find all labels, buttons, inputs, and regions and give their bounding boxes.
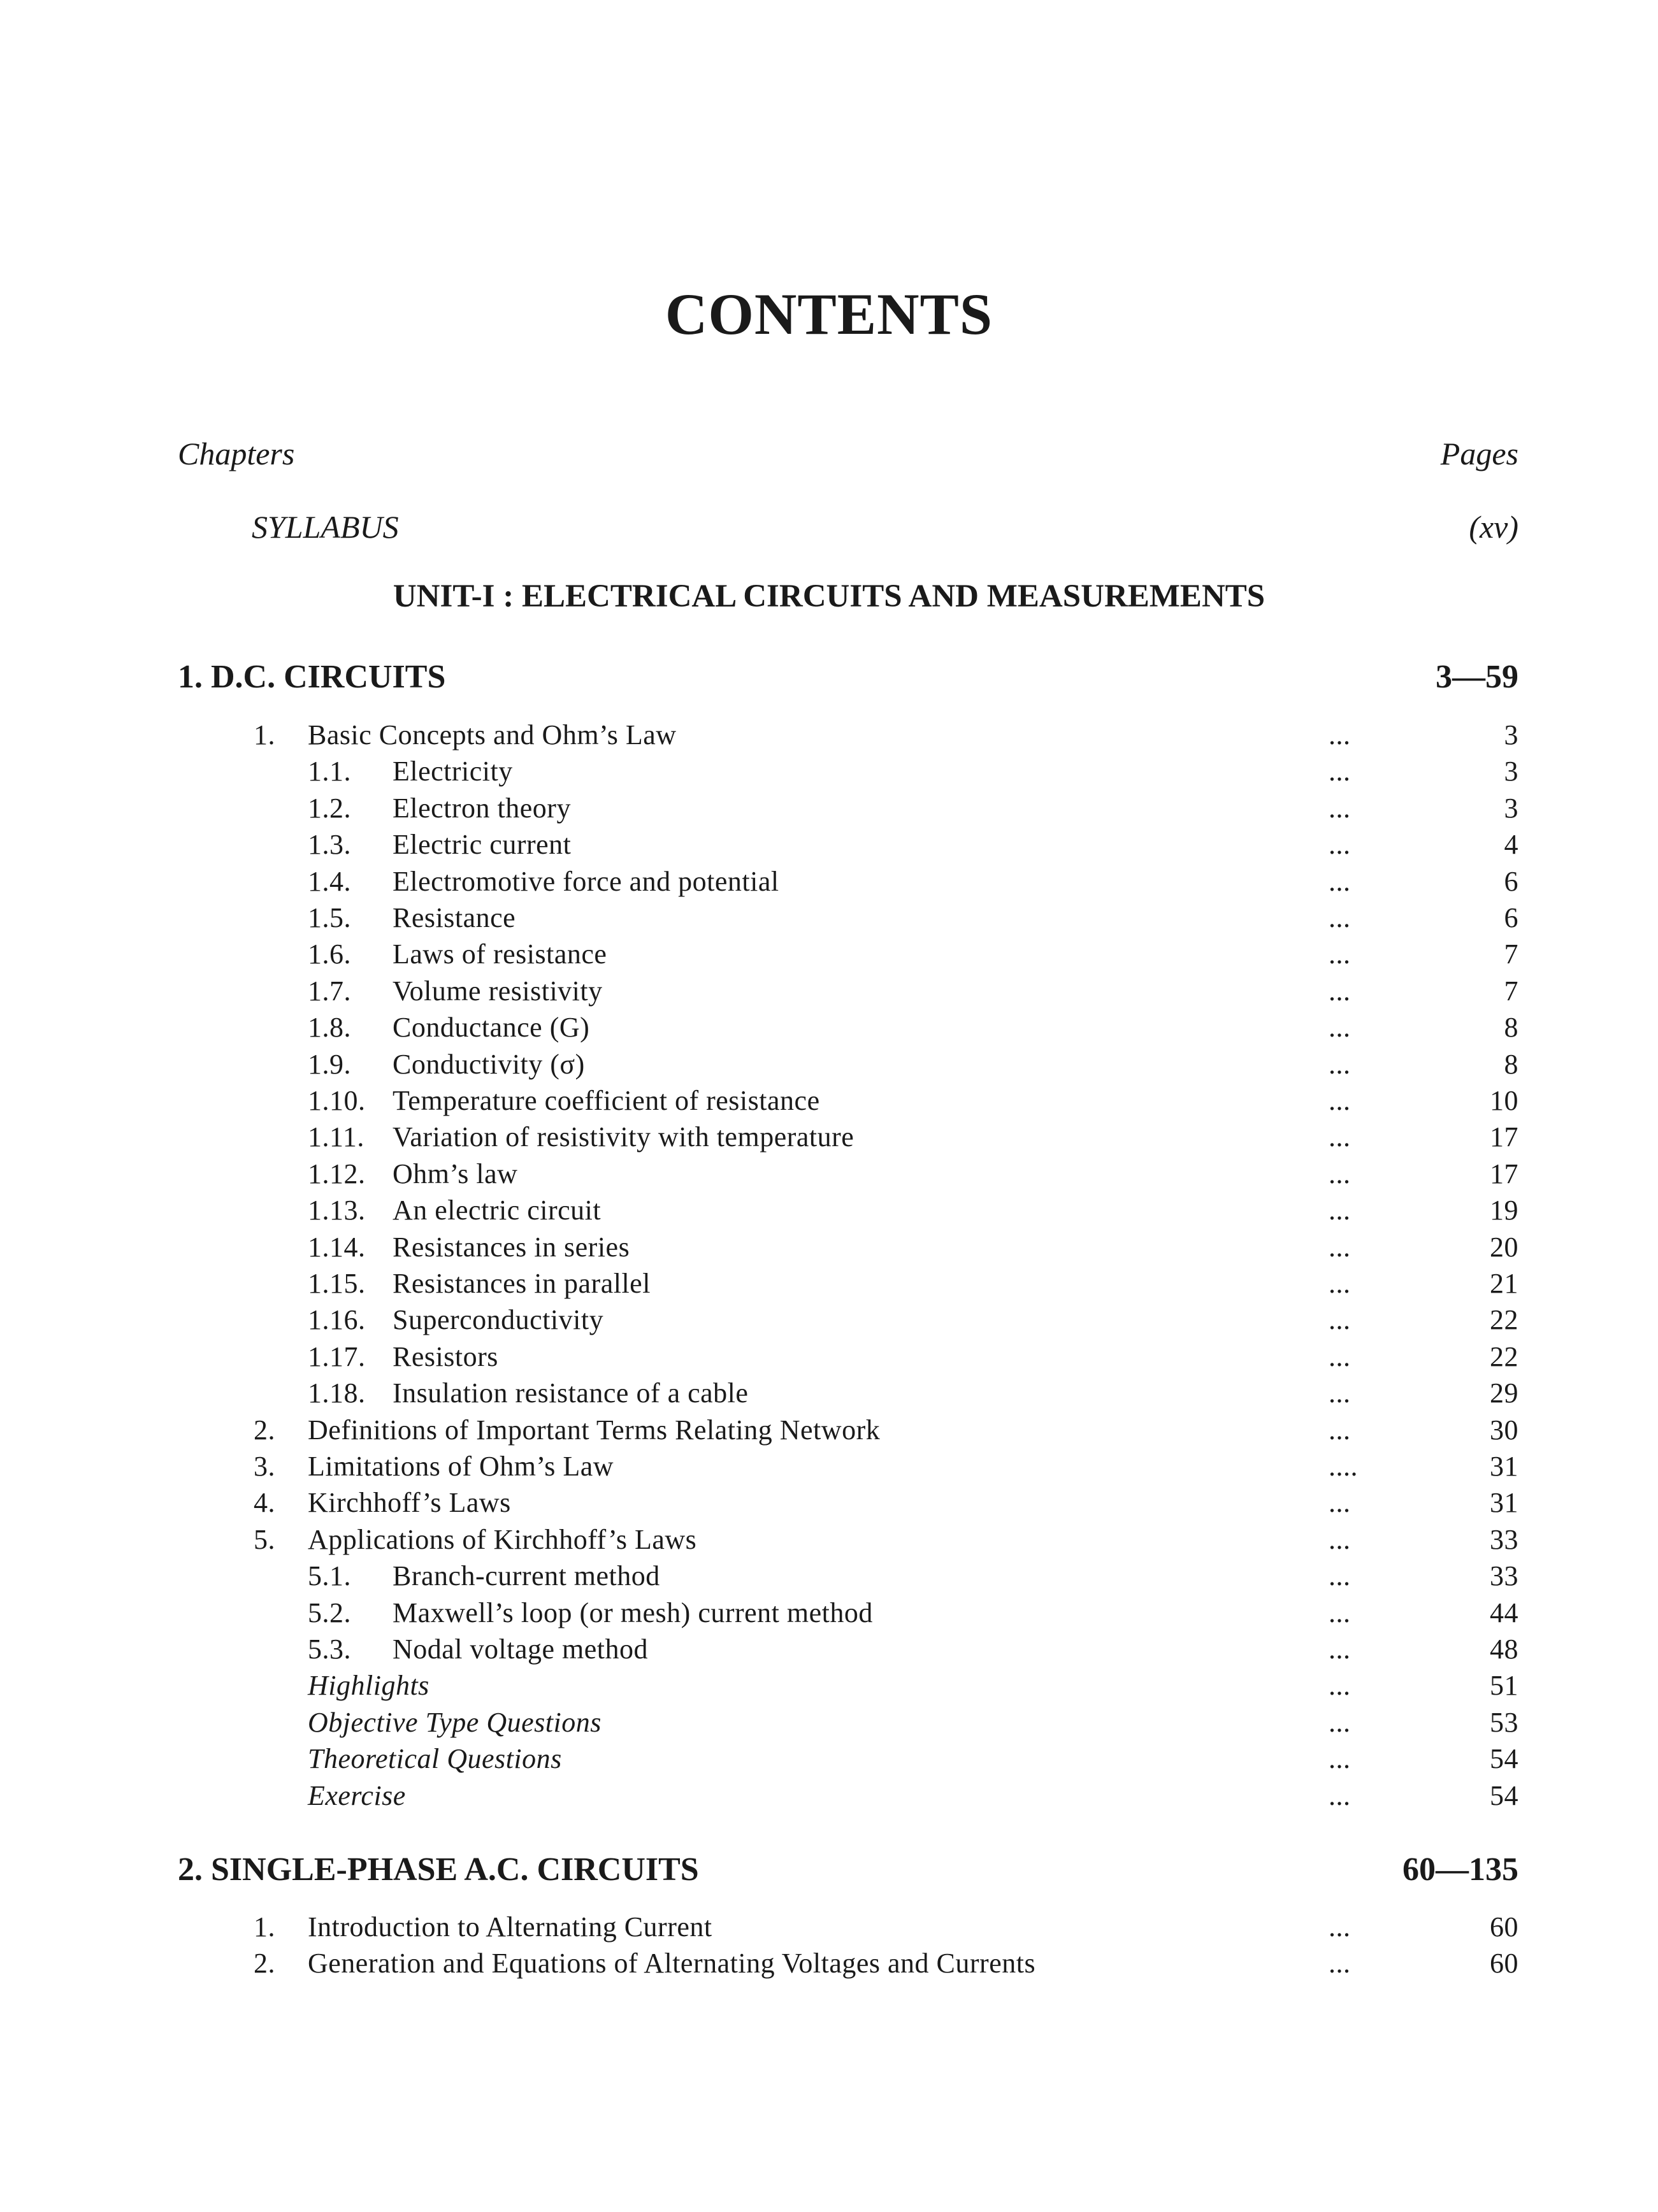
chapters-column-label: Chapters xyxy=(178,436,295,471)
entry-leader-dots: ... xyxy=(1329,1231,1351,1263)
entry-page: 31 xyxy=(1490,1451,1518,1482)
entry-leader-dots: ... xyxy=(1329,1911,1351,1943)
entry-page: 3 xyxy=(1504,756,1518,787)
entry-title: Highlights xyxy=(308,1670,429,1702)
entry-page: 60 xyxy=(1490,1911,1518,1943)
entry-page: 6 xyxy=(1504,902,1518,933)
entry-title: Basic Concepts and Ohm’s Law xyxy=(308,719,677,750)
page-title: CONTENTS xyxy=(665,282,993,347)
entry-page: 4 xyxy=(1504,829,1518,861)
toc-entry xyxy=(0,1302,1658,1338)
entry-title: Resistances in series xyxy=(393,1231,630,1263)
entry-leader-dots: ... xyxy=(1329,865,1351,897)
entry-leader-dots: ... xyxy=(1329,1560,1351,1592)
toc-entry xyxy=(0,1192,1658,1228)
entry-number: 1.1. xyxy=(308,756,351,787)
entry-number: 1.16. xyxy=(308,1304,366,1336)
entry-page: 7 xyxy=(1504,938,1518,970)
entry-number: 1. xyxy=(254,719,275,750)
entry-page: 3 xyxy=(1504,719,1518,750)
entry-number: 1.12. xyxy=(308,1158,366,1189)
entry-leader-dots: ... xyxy=(1329,1779,1351,1811)
entry-page: 29 xyxy=(1490,1377,1518,1409)
entry-title: Resistances in parallel xyxy=(393,1268,651,1299)
toc-entry xyxy=(0,1558,1658,1594)
entry-leader-dots: ... xyxy=(1329,938,1351,970)
entry-page: 17 xyxy=(1490,1158,1518,1189)
entry-title: Limitations of Ohm’s Law xyxy=(308,1451,614,1482)
toc-entry xyxy=(0,1595,1658,1631)
entry-leader-dots: ... xyxy=(1329,1158,1351,1189)
toc-entry xyxy=(0,826,1658,863)
entry-page: 30 xyxy=(1490,1414,1518,1446)
entry-number: 1.6. xyxy=(308,938,351,970)
entry-page: 8 xyxy=(1504,1012,1518,1044)
toc-entry xyxy=(0,1909,1658,1945)
entry-title: Laws of resistance xyxy=(393,938,607,970)
entry-leader-dots: ... xyxy=(1329,756,1351,787)
entry-title: Electricity xyxy=(393,756,513,787)
entry-number: 1.14. xyxy=(308,1231,366,1263)
entry-page: 21 xyxy=(1490,1268,1518,1299)
toc-entry xyxy=(0,1009,1658,1045)
entry-page: 8 xyxy=(1504,1048,1518,1080)
entry-title: Temperature coefficient of resistance xyxy=(393,1085,820,1116)
entry-title: Electron theory xyxy=(393,792,571,824)
toc-entry xyxy=(0,1704,1658,1741)
entry-page: 22 xyxy=(1490,1340,1518,1372)
entry-page: 7 xyxy=(1504,975,1518,1007)
toc-entry xyxy=(0,1046,1658,1082)
chapter-page-range: 60—135 xyxy=(1402,1851,1518,1888)
entry-page: 53 xyxy=(1490,1706,1518,1738)
toc-entry xyxy=(0,936,1658,972)
chapter-heading-1 xyxy=(178,658,1518,696)
toc-entry xyxy=(0,1265,1658,1302)
entry-title: Kirchhoff’s Laws xyxy=(308,1487,511,1519)
entry-leader-dots: ... xyxy=(1329,1268,1351,1299)
entry-page: 17 xyxy=(1490,1121,1518,1153)
entry-title: Introduction to Alternating Current xyxy=(308,1911,712,1943)
entry-number: 1.10. xyxy=(308,1085,366,1116)
entry-number: 2. xyxy=(254,1414,275,1446)
entry-title: Exercise xyxy=(308,1779,406,1811)
entry-leader-dots: ... xyxy=(1329,1414,1351,1446)
entry-page: 10 xyxy=(1490,1085,1518,1116)
toc-entry xyxy=(0,863,1658,900)
chapter-page-range: 3—59 xyxy=(1436,659,1518,695)
entry-page: 33 xyxy=(1490,1523,1518,1555)
entry-page: 54 xyxy=(1490,1743,1518,1775)
chapter-title: 2. SINGLE-PHASE A.C. CIRCUITS xyxy=(178,1851,699,1888)
entry-number: 1.11. xyxy=(308,1121,364,1153)
toc-entry xyxy=(0,717,1658,753)
entry-leader-dots: ... xyxy=(1329,1121,1351,1153)
entry-leader-dots: ... xyxy=(1329,1012,1351,1044)
entry-page: 48 xyxy=(1490,1634,1518,1665)
entry-title: Conductivity (σ) xyxy=(393,1048,585,1080)
entry-title: Branch-current method xyxy=(393,1560,660,1592)
toc-entry xyxy=(0,1448,1658,1484)
entry-title: Definitions of Important Terms Relating Network xyxy=(308,1414,881,1446)
syllabus-entry: SYLLABUS xyxy=(252,509,399,545)
toc-entry xyxy=(0,753,1658,789)
entry-page: 3 xyxy=(1504,792,1518,824)
entry-title: Ohm’s law xyxy=(393,1158,518,1189)
toc-entry xyxy=(0,1484,1658,1521)
entry-leader-dots: ... xyxy=(1329,1304,1351,1336)
toc-entry xyxy=(0,1521,1658,1558)
entry-number: 5. xyxy=(254,1523,275,1555)
entry-title: Insulation resistance of a cable xyxy=(393,1377,749,1409)
entry-title: Objective Type Questions xyxy=(308,1706,602,1738)
entry-title: Electromotive force and potential xyxy=(393,865,779,897)
entry-page: 19 xyxy=(1490,1195,1518,1226)
chapter-title: 1. D.C. CIRCUITS xyxy=(178,659,446,695)
entry-title: Resistance xyxy=(393,902,516,933)
pages-column-label: Pages xyxy=(1440,436,1518,471)
entry-number: 1.4. xyxy=(308,865,351,897)
entry-number: 5.1. xyxy=(308,1560,351,1592)
syllabus-page: (xv) xyxy=(1469,509,1518,545)
toc-entry xyxy=(0,1229,1658,1265)
entry-title: Theoretical Questions xyxy=(308,1743,562,1775)
entry-leader-dots: ... xyxy=(1329,1634,1351,1665)
entry-title: Electric current xyxy=(393,829,572,861)
entry-page: 44 xyxy=(1490,1597,1518,1628)
entry-leader-dots: ... xyxy=(1329,1670,1351,1702)
entry-page: 31 xyxy=(1490,1487,1518,1519)
entry-leader-dots: ... xyxy=(1329,1743,1351,1775)
entry-title: An electric circuit xyxy=(393,1195,602,1226)
entry-leader-dots: ... xyxy=(1329,1377,1351,1409)
entry-number: 2. xyxy=(254,1948,275,1979)
entry-title: Resistors xyxy=(393,1340,498,1372)
entry-number: 1.15. xyxy=(308,1268,366,1299)
entry-page: 51 xyxy=(1490,1670,1518,1702)
entry-number: 1.18. xyxy=(308,1377,366,1409)
entry-number: 3. xyxy=(254,1451,275,1482)
entry-number: 1. xyxy=(254,1911,275,1943)
toc-entry xyxy=(0,1945,1658,1981)
entry-page: 54 xyxy=(1490,1779,1518,1811)
toc-entry xyxy=(0,790,1658,826)
entry-leader-dots: ... xyxy=(1329,719,1351,750)
entry-number: 1.7. xyxy=(308,975,351,1007)
entry-number: 1.2. xyxy=(308,792,351,824)
entry-title: Variation of resistivity with temperature xyxy=(393,1121,854,1153)
entry-title: Superconductivity xyxy=(393,1304,604,1336)
entry-number: 1.5. xyxy=(308,902,351,933)
entry-number: 1.9. xyxy=(308,1048,351,1080)
toc-entry xyxy=(0,1082,1658,1119)
entry-leader-dots: ... xyxy=(1329,1085,1351,1116)
entry-number: 1.8. xyxy=(308,1012,351,1044)
toc-entry xyxy=(0,1631,1658,1667)
toc-entry xyxy=(0,1778,1658,1814)
toc-entry xyxy=(0,1667,1658,1704)
entry-number: 1.13. xyxy=(308,1195,366,1226)
entry-leader-dots: ... xyxy=(1329,1048,1351,1080)
entry-page: 22 xyxy=(1490,1304,1518,1336)
toc-entry xyxy=(0,1119,1658,1155)
entry-leader-dots: ... xyxy=(1329,902,1351,933)
toc-entry xyxy=(0,1156,1658,1192)
entry-leader-dots: ... xyxy=(1329,1195,1351,1226)
entry-title: Generation and Equations of Alternating Voltages and Currents xyxy=(308,1948,1036,1979)
entry-title: Applications of Kirchhoff’s Laws xyxy=(308,1523,697,1555)
entry-leader-dots: ... xyxy=(1329,1523,1351,1555)
entry-page: 60 xyxy=(1490,1948,1518,1979)
toc-entry xyxy=(0,973,1658,1009)
entry-title: Maxwell’s loop (or mesh) current method xyxy=(393,1597,873,1628)
entry-number: 5.2. xyxy=(308,1597,351,1628)
entry-page: 33 xyxy=(1490,1560,1518,1592)
entry-leader-dots: ... xyxy=(1329,1948,1351,1979)
entry-leader-dots: ... xyxy=(1329,1597,1351,1628)
entry-leader-dots: ... xyxy=(1329,1706,1351,1738)
entry-leader-dots: .... xyxy=(1329,1451,1358,1482)
entry-leader-dots: ... xyxy=(1329,1487,1351,1519)
entry-leader-dots: ... xyxy=(1329,792,1351,824)
entry-page: 20 xyxy=(1490,1231,1518,1263)
entry-title: Nodal voltage method xyxy=(393,1634,649,1665)
entry-number: 1.3. xyxy=(308,829,351,861)
entry-number: 1.17. xyxy=(308,1340,366,1372)
toc-entry xyxy=(0,1375,1658,1411)
entry-leader-dots: ... xyxy=(1329,975,1351,1007)
unit-heading: UNIT-I : ELECTRICAL CIRCUITS AND MEASUREMENTS xyxy=(393,578,1265,614)
entry-page: 6 xyxy=(1504,865,1518,897)
toc-entry xyxy=(0,1339,1658,1375)
entry-leader-dots: ... xyxy=(1329,829,1351,861)
toc-entry xyxy=(0,1741,1658,1777)
toc-entry xyxy=(0,900,1658,936)
entry-title: Volume resistivity xyxy=(393,975,603,1007)
entry-number: 5.3. xyxy=(308,1634,351,1665)
toc-entry xyxy=(0,1412,1658,1448)
entry-title: Conductance (G) xyxy=(393,1012,590,1044)
chapter-heading-2 xyxy=(178,1851,1518,1888)
entry-number: 4. xyxy=(254,1487,275,1519)
entry-leader-dots: ... xyxy=(1329,1340,1351,1372)
